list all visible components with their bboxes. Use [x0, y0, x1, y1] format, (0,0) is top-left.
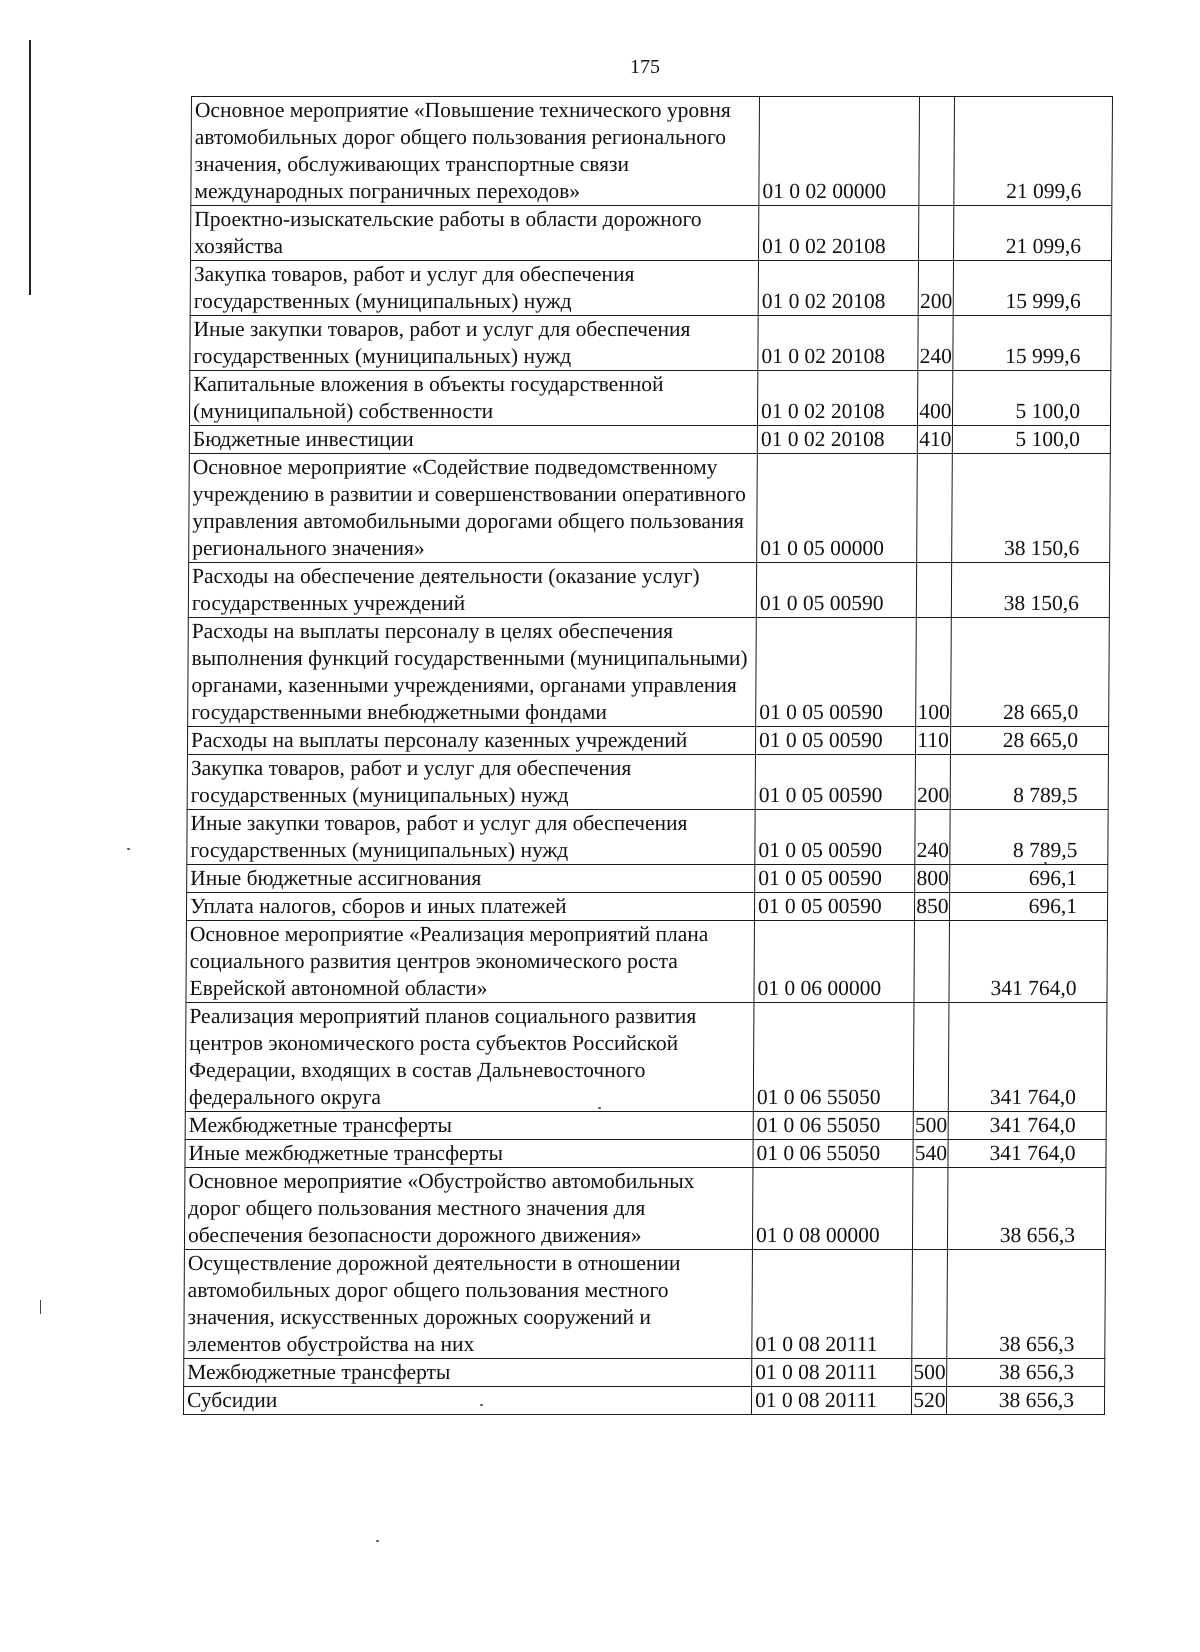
row-vr-cell: 850	[915, 893, 950, 921]
row-csr-cell: 01 0 08 20111	[751, 1387, 911, 1415]
table-row	[190, 316, 1111, 371]
row-vr-cell: 200	[918, 261, 953, 316]
table-row	[184, 1250, 1106, 1359]
row-vr-cell	[919, 97, 954, 206]
row-csr-cell: 01 0 06 00000	[754, 921, 915, 1003]
row-name-cell: Основное мероприятие «Повышение технического уровня автомобильных дорог общего пользования регионального значения, обслуживающих транспортные связи международных пограничных переходов»	[191, 97, 760, 206]
row-name-cell: Межбюджетные трансферты	[185, 1112, 753, 1140]
row-vr-cell	[919, 206, 954, 261]
row-name-cell: Субсидии	[183, 1387, 751, 1415]
row-csr-cell: 01 0 08 20111	[752, 1359, 912, 1387]
row-vr-cell: 400	[918, 371, 953, 426]
row-vr-cell: 500	[912, 1359, 947, 1387]
row-sum-cell: 15 999,6	[953, 261, 1112, 316]
row-csr-cell: 01 0 05 00590	[755, 727, 915, 755]
table-row	[186, 893, 1107, 921]
scan-speck	[127, 848, 130, 850]
table-row	[187, 810, 1108, 865]
row-name-cell: Осуществление дорожной деятельности в отношении автомобильных дорог общего пользования местного значения, искусственных дорожных сооружений и элементов обустройства на них	[184, 1250, 753, 1359]
row-vr-cell: 100	[916, 618, 951, 727]
page-number: 175	[630, 56, 660, 78]
row-sum-cell: 38 656,3	[947, 1168, 1106, 1250]
row-name-cell: Капитальные вложения в объекты государственной (муниципальной) собственности	[189, 371, 757, 426]
row-sum-cell: 696,1	[949, 865, 1107, 893]
table-row	[190, 206, 1111, 261]
row-name-cell: Расходы на выплаты персоналу казенных учреждений	[187, 727, 755, 755]
page-binding-mark-lower	[40, 1300, 41, 1314]
row-sum-cell: 5 100,0	[952, 426, 1110, 454]
row-name-cell: Основное мероприятие «Содействие подведомственному учреждению в развитии и совершенствовании оперативного управления автомобильными дорогами общего пользования регионального значения»	[189, 454, 758, 563]
row-name-cell: Расходы на выплаты персоналу в целях обеспечения выполнения функций государственными (муниципальными) органами, казенными учреждениями, органами управления государственными внебюджетными фондами	[188, 618, 757, 727]
row-sum-cell: 341 764,0	[948, 1112, 1106, 1140]
row-name-cell: Расходы на обеспечение деятельности (оказание услуг) государственных учреждений	[188, 563, 756, 618]
row-sum-cell: 28 665,0	[950, 727, 1108, 755]
row-vr-cell: 200	[915, 755, 950, 810]
scan-speck	[480, 1404, 483, 1406]
row-csr-cell: 01 0 02 20108	[758, 261, 919, 316]
table-row	[189, 371, 1110, 426]
row-csr-cell: 01 0 02 20108	[758, 316, 919, 371]
table-row	[185, 1140, 1106, 1168]
row-name-cell: Иные бюджетные ассигнования	[187, 865, 755, 893]
table-row	[191, 97, 1113, 206]
row-csr-cell: 01 0 05 00590	[755, 755, 916, 810]
row-sum-cell: 38 656,3	[947, 1250, 1106, 1359]
table-row	[189, 426, 1110, 454]
table-row	[187, 727, 1108, 755]
row-csr-cell: 01 0 05 00590	[756, 618, 917, 727]
row-sum-cell: 38 656,3	[946, 1387, 1104, 1415]
row-sum-cell: 38 150,6	[951, 454, 1110, 563]
row-sum-cell: 8 789,5	[950, 810, 1109, 865]
row-name-cell: Основное мероприятие «Реализация мероприятий плана социального развития центров экономического роста Еврейской автономной области»	[186, 921, 755, 1003]
row-vr-cell	[917, 454, 952, 563]
table-row	[185, 1003, 1107, 1112]
scan-speck	[1044, 862, 1047, 864]
row-csr-cell: 01 0 05 00000	[757, 454, 918, 563]
table-row	[190, 261, 1111, 316]
row-sum-cell: 341 764,0	[949, 921, 1108, 1003]
row-csr-cell: 01 0 05 00590	[756, 563, 917, 618]
row-csr-cell: 01 0 05 00590	[755, 865, 915, 893]
row-sum-cell: 28 665,0	[950, 618, 1109, 727]
table-row	[183, 1387, 1104, 1415]
row-vr-cell	[914, 921, 949, 1003]
row-vr-cell: 240	[915, 810, 950, 865]
row-name-cell: Основное мероприятие «Обустройство автомобильных дорог общего пользования местного значения для обеспечения безопасности дорожного движения»	[184, 1168, 753, 1250]
table-row	[187, 865, 1108, 893]
row-name-cell: Межбюджетные трансферты	[184, 1359, 752, 1387]
row-csr-cell: 01 0 08 00000	[752, 1168, 913, 1250]
row-csr-cell: 01 0 05 00590	[754, 893, 914, 921]
row-vr-cell	[917, 563, 952, 618]
table-row	[185, 1112, 1106, 1140]
table-row	[188, 563, 1109, 618]
row-sum-cell: 8 789,5	[950, 755, 1109, 810]
row-vr-cell: 800	[915, 865, 950, 893]
row-vr-cell: 110	[916, 727, 951, 755]
row-sum-cell: 15 999,6	[953, 316, 1112, 371]
row-name-cell: Закупка товаров, работ и услуг для обеспечения государственных (муниципальных) нужд	[190, 261, 758, 316]
row-csr-cell: 01 0 02 20108	[759, 206, 920, 261]
row-name-cell: Уплата налогов, сборов и иных платежей	[186, 893, 754, 921]
row-csr-cell: 01 0 05 00590	[755, 810, 916, 865]
row-sum-cell: 341 764,0	[948, 1003, 1107, 1112]
row-csr-cell: 01 0 02 20108	[758, 371, 919, 426]
row-vr-cell	[913, 1168, 948, 1250]
row-vr-cell: 540	[913, 1140, 948, 1168]
scan-speck	[376, 1540, 379, 1542]
row-sum-cell: 21 099,6	[954, 97, 1113, 206]
row-name-cell: Бюджетные инвестиции	[189, 426, 757, 454]
table-row	[189, 454, 1111, 563]
row-vr-cell: 520	[912, 1387, 947, 1415]
row-sum-cell: 21 099,6	[953, 206, 1112, 261]
row-csr-cell: 01 0 02 00000	[759, 97, 920, 206]
budget-table-body	[183, 97, 1112, 1415]
page-binding-mark	[29, 40, 31, 295]
table-row	[184, 1168, 1106, 1250]
row-sum-cell: 5 100,0	[952, 371, 1111, 426]
row-vr-cell: 240	[918, 316, 953, 371]
row-sum-cell: 341 764,0	[948, 1140, 1106, 1168]
row-name-cell: Иные межбюджетные трансферты	[185, 1140, 753, 1168]
row-name-cell: Реализация мероприятий планов социального развития центров экономического роста субъектов Российской Федерации, входящих в состав Дальневосточного федерального округа	[185, 1003, 754, 1112]
row-csr-cell: 01 0 06 55050	[753, 1003, 914, 1112]
row-vr-cell	[914, 1003, 949, 1112]
row-vr-cell: 410	[918, 426, 953, 454]
row-name-cell: Иные закупки товаров, работ и услуг для обеспечения государственных (муниципальных) нужд	[187, 810, 755, 865]
row-vr-cell: 500	[913, 1112, 948, 1140]
row-name-cell: Проектно-изыскательские работы в области дорожного хозяйства	[190, 206, 758, 261]
row-csr-cell: 01 0 02 20108	[757, 426, 917, 454]
row-name-cell: Иные закупки товаров, работ и услуг для обеспечения государственных (муниципальных) нужд	[190, 316, 758, 371]
budget-table	[183, 96, 1113, 1415]
row-sum-cell: 696,1	[949, 893, 1107, 921]
row-sum-cell: 38 656,3	[946, 1359, 1104, 1387]
scan-speck	[598, 1107, 601, 1109]
table-row	[188, 618, 1110, 727]
table-row	[184, 1359, 1105, 1387]
row-csr-cell: 01 0 06 55050	[753, 1112, 913, 1140]
row-sum-cell: 38 150,6	[951, 563, 1110, 618]
row-csr-cell: 01 0 08 20111	[752, 1250, 913, 1359]
row-csr-cell: 01 0 06 55050	[753, 1140, 913, 1168]
row-name-cell: Закупка товаров, работ и услуг для обеспечения государственных (муниципальных) нужд	[187, 755, 755, 810]
table-row	[186, 921, 1108, 1003]
table-row	[187, 755, 1108, 810]
row-vr-cell	[912, 1250, 947, 1359]
